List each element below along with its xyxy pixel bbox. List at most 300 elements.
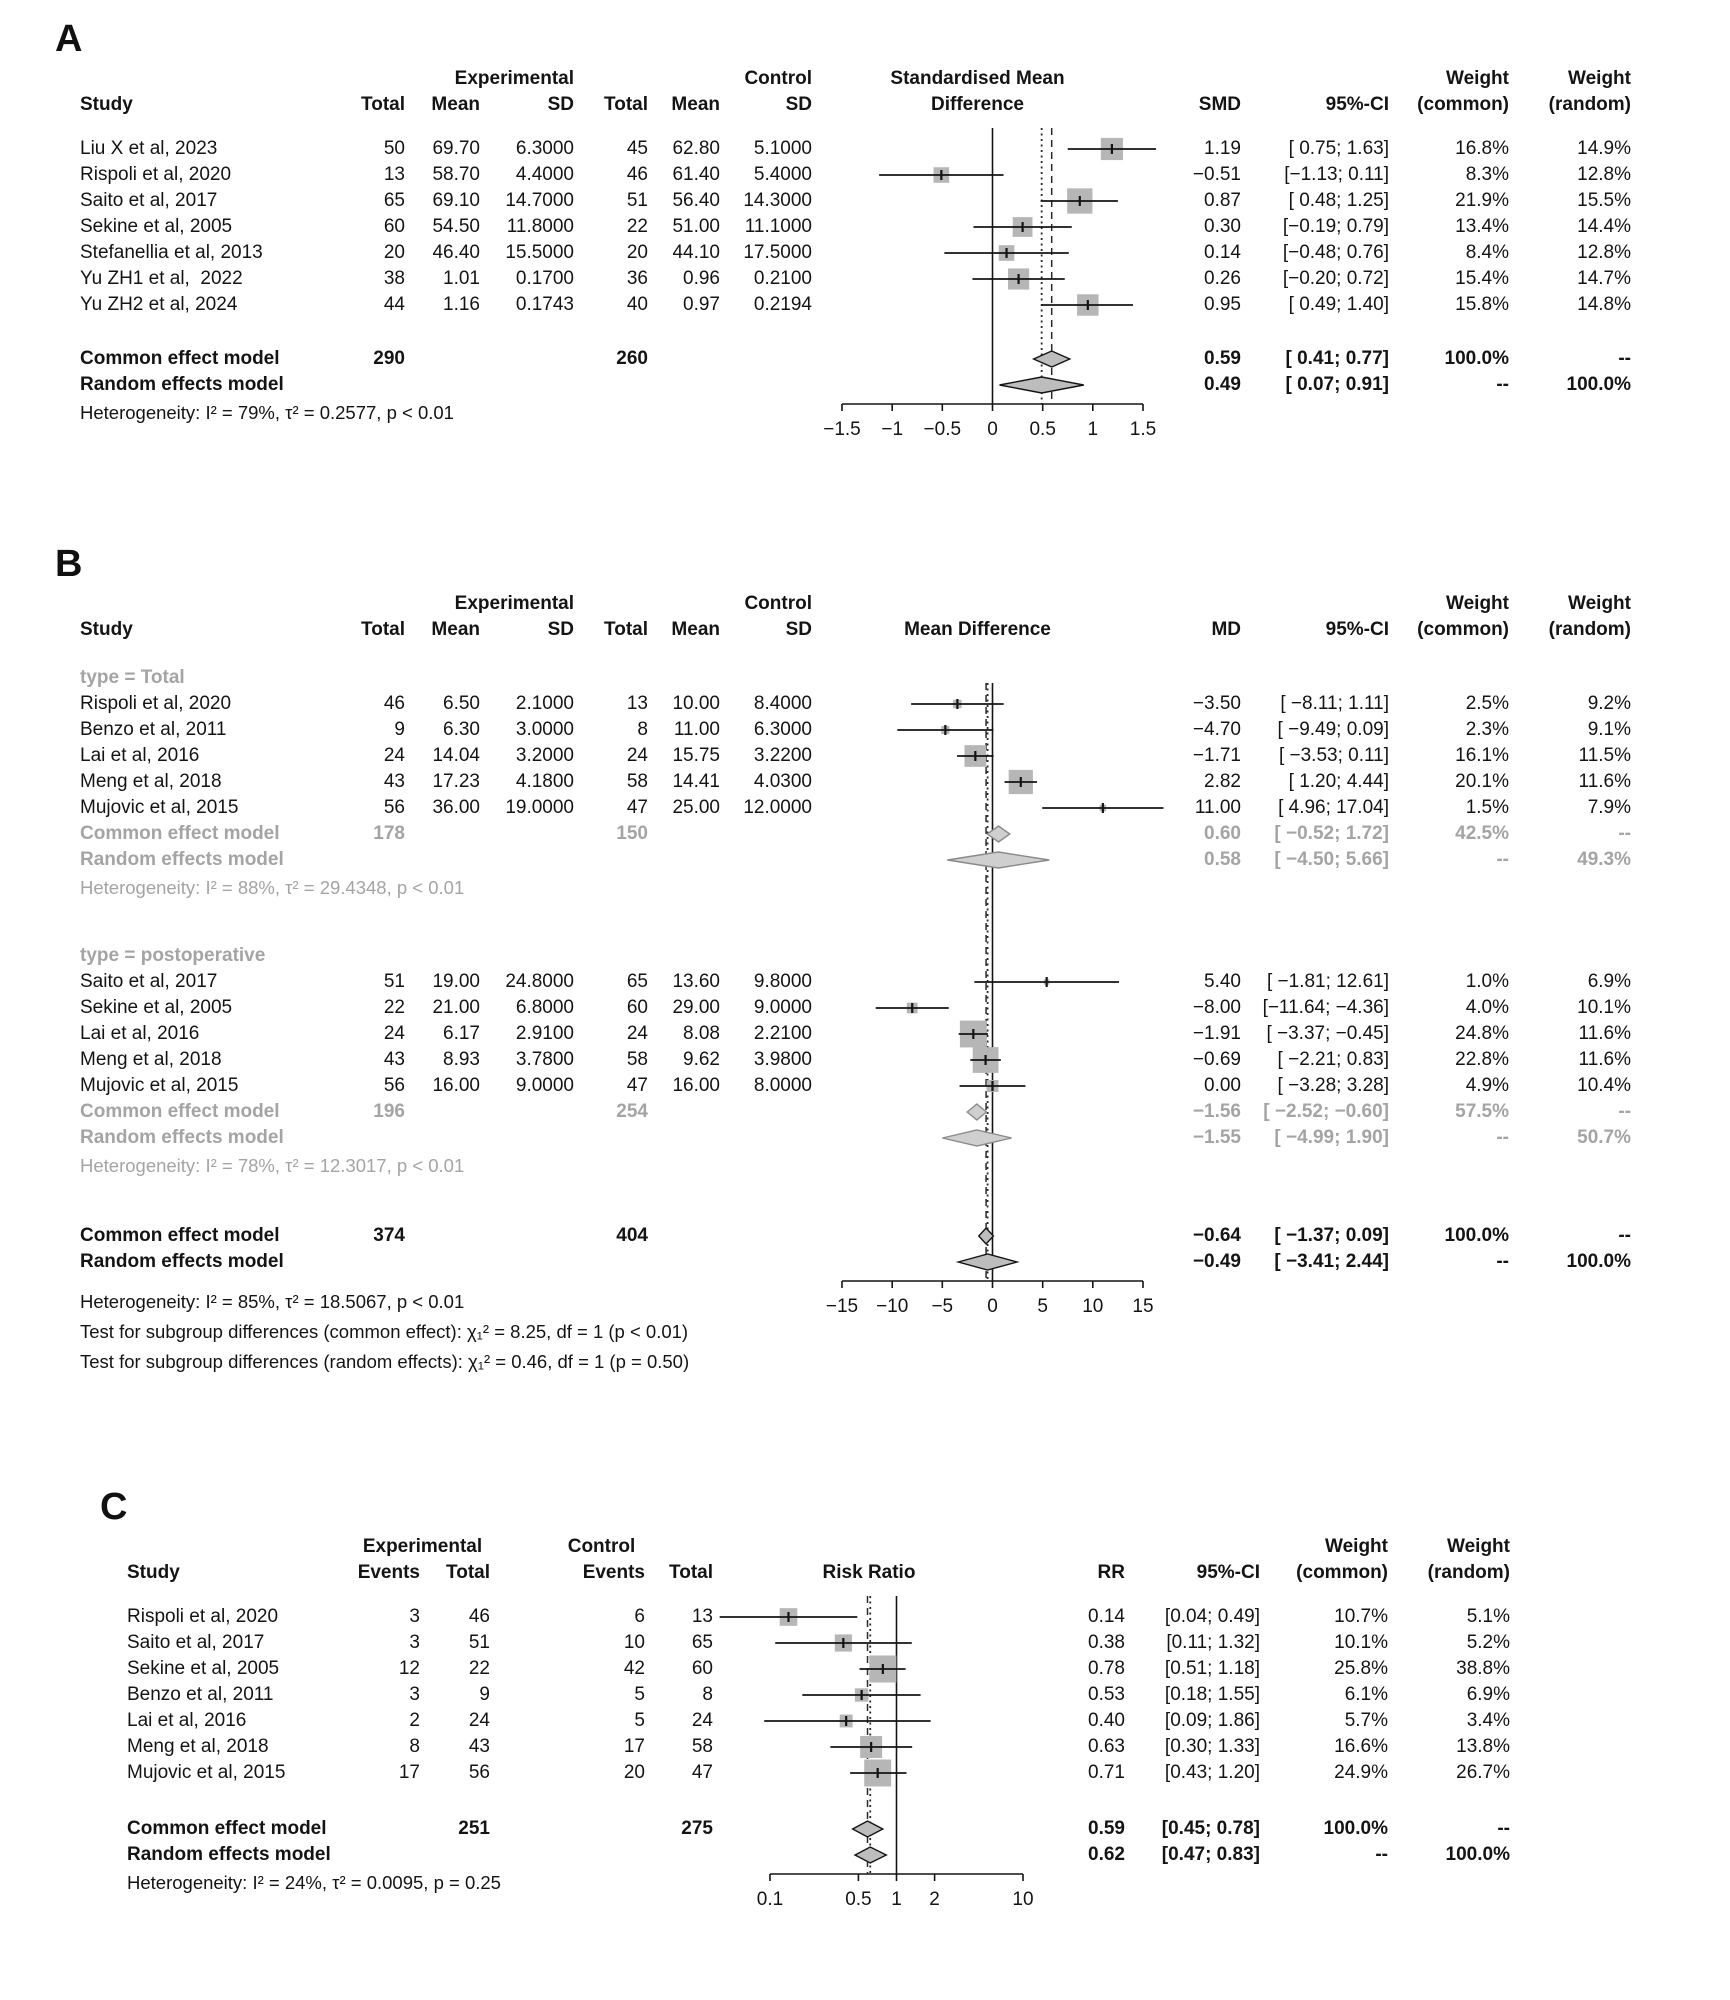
confidence-interval: [ −2.21; 0.83] <box>1277 1049 1389 1070</box>
count-cell: 43 <box>468 1736 490 1757</box>
count-cell: 43 <box>383 1049 405 1070</box>
count-cell: 24 <box>383 1023 405 1044</box>
effect-estimate: 0.26 <box>1204 268 1241 289</box>
weight-random: 10.4% <box>1577 1075 1631 1096</box>
weight-random: -- <box>1618 1225 1631 1246</box>
spacer <box>0 1898 1730 1942</box>
subgroup-label: type = postoperative <box>80 945 266 966</box>
count-cell: 38 <box>383 268 405 289</box>
study-row <box>80 136 1730 162</box>
col-header-mean: Mean <box>671 619 720 640</box>
study-row <box>80 214 1730 240</box>
count-cell: 5 <box>634 1710 645 1731</box>
count-cell: 40 <box>626 294 648 315</box>
study-row <box>80 743 1730 769</box>
axis-tick-label: 0.5 <box>1029 419 1056 440</box>
col-header-study: Study <box>127 1562 180 1583</box>
col-header-total: Total <box>446 1562 490 1583</box>
weight-common: 8.4% <box>1465 242 1509 263</box>
h2-row <box>127 1560 1730 1586</box>
spacer <box>0 118 1730 136</box>
axis-tick-label: 2 <box>929 1889 940 1910</box>
count-cell: 1.16 <box>443 294 480 315</box>
count-cell: 3.7800 <box>515 1049 574 1070</box>
effect-estimate: 5.40 <box>1204 971 1241 992</box>
study-label: Random effects model <box>80 849 284 870</box>
weight-random: 11.6% <box>1578 1049 1631 1070</box>
study-label: Common effect model <box>80 823 280 844</box>
count-cell: 24 <box>626 1023 648 1044</box>
col-header-weight-random: (random) <box>1548 619 1631 640</box>
effect-estimate: 0.14 <box>1204 242 1241 263</box>
axis-tick-label: −1.5 <box>823 419 861 440</box>
summary-row <box>80 1249 1730 1275</box>
study-label: Benzo et al, 2011 <box>127 1684 274 1705</box>
count-cell: 14.3000 <box>743 190 812 211</box>
confidence-interval: [ −9.49; 0.09] <box>1277 719 1389 740</box>
spacer <box>0 1586 1730 1604</box>
weight-common: -- <box>1496 1251 1509 1272</box>
count-cell: 29.00 <box>672 997 720 1018</box>
count-cell: 24 <box>626 745 648 766</box>
axis-tick-label: −10 <box>876 1296 909 1317</box>
count-cell: 2.9100 <box>515 1023 574 1044</box>
confidence-interval: [ −2.52; −0.60] <box>1263 1101 1389 1122</box>
count-cell: 8 <box>637 719 648 740</box>
confidence-interval: [0.30; 1.33] <box>1164 1736 1260 1757</box>
count-cell: 0.97 <box>683 294 720 315</box>
weight-random: 14.7% <box>1577 268 1631 289</box>
effect-estimate: 0.58 <box>1204 849 1241 870</box>
count-cell: 1.01 <box>443 268 480 289</box>
effect-estimate: −4.70 <box>1192 719 1241 740</box>
weight-random: 26.7% <box>1456 1762 1510 1783</box>
count-cell: 69.10 <box>432 190 480 211</box>
study-label: Common effect model <box>127 1818 327 1839</box>
confidence-interval: [ 0.41; 0.77] <box>1285 348 1389 369</box>
study-row <box>127 1734 1730 1760</box>
count-cell: 11.1000 <box>744 216 812 237</box>
effect-estimate: 0.59 <box>1204 348 1241 369</box>
panel-C <box>0 1488 1730 1942</box>
count-cell: 8 <box>409 1736 420 1757</box>
count-cell: 0.96 <box>683 268 720 289</box>
col-header-weight-random: Weight <box>1447 1536 1510 1557</box>
count-cell: 0.2100 <box>753 268 812 289</box>
weight-common: 15.8% <box>1455 294 1509 315</box>
effect-estimate: 0.62 <box>1088 1844 1125 1865</box>
weight-random: 100.0% <box>1566 1251 1631 1272</box>
heterogeneity-note: Heterogeneity: I² = 78%, τ² = 12.3017, p < 0.01 <box>80 1155 465 1176</box>
count-cell: 19.00 <box>432 971 480 992</box>
summary-row <box>80 1125 1730 1151</box>
weight-random: 38.8% <box>1456 1658 1510 1679</box>
col-header-weight-random: Weight <box>1568 593 1631 614</box>
confidence-interval: [ −1.37; 0.09] <box>1274 1225 1389 1246</box>
count-cell: 17 <box>398 1762 420 1783</box>
count-cell: 69.70 <box>432 138 480 159</box>
col-header-weight-common: Weight <box>1325 1536 1388 1557</box>
count-cell: 65 <box>383 190 405 211</box>
count-cell: 12 <box>398 1658 420 1679</box>
count-cell: 22 <box>383 997 405 1018</box>
study-row <box>80 1021 1730 1047</box>
confidence-interval: [ −8.11; 1.11] <box>1280 693 1389 714</box>
col-header-total: Total <box>604 94 648 115</box>
weight-random: 14.4% <box>1577 216 1631 237</box>
study-label: Yu ZH1 et al, 2022 <box>80 268 243 289</box>
study-label: Common effect model <box>80 1101 280 1122</box>
count-cell: 0.1700 <box>515 268 574 289</box>
effect-estimate: −3.50 <box>1192 693 1241 714</box>
confidence-interval: [ 0.75; 1.63] <box>1288 138 1389 159</box>
count-cell: 3.9800 <box>753 1049 812 1070</box>
study-row <box>127 1604 1730 1630</box>
count-cell: 17.5000 <box>743 242 812 263</box>
weight-common: 24.9% <box>1334 1762 1388 1783</box>
forest-table-A <box>0 66 1730 462</box>
axis-tick-label: 0.5 <box>845 1889 872 1910</box>
study-label: Common effect model <box>80 1225 280 1246</box>
h1-row <box>80 591 1730 617</box>
effect-estimate: 0.40 <box>1088 1710 1125 1731</box>
effect-estimate: 0.30 <box>1204 216 1241 237</box>
effect-estimate: 0.63 <box>1088 1736 1125 1757</box>
count-cell: 9.62 <box>683 1049 720 1070</box>
confidence-interval: [0.45; 0.78] <box>1161 1818 1260 1839</box>
col-header-experimental: Experimental <box>454 68 574 89</box>
sublabel-row <box>80 943 1730 969</box>
weight-random: 10.1% <box>1577 997 1631 1018</box>
study-row <box>80 162 1730 188</box>
count-cell: 42 <box>623 1658 645 1679</box>
count-cell: 17 <box>623 1736 645 1757</box>
weight-random: 100.0% <box>1566 374 1631 395</box>
col-header-total: Total <box>361 619 405 640</box>
confidence-interval: [0.43; 1.20] <box>1164 1762 1260 1783</box>
col-header-weight-common: (common) <box>1417 94 1509 115</box>
col-header-effect: RR <box>1097 1562 1125 1583</box>
weight-common: 1.0% <box>1465 971 1509 992</box>
count-cell: 58 <box>626 771 648 792</box>
count-cell: 14.7000 <box>505 190 574 211</box>
count-cell: 8.4000 <box>753 693 812 714</box>
col-header-weight-random: Weight <box>1568 68 1631 89</box>
spacer <box>0 643 1730 665</box>
study-label: Liu X et al, 2023 <box>80 138 218 159</box>
col-header-weight-random: (random) <box>1548 94 1631 115</box>
count-cell: 21.00 <box>432 997 480 1018</box>
weight-common: 4.9% <box>1465 1075 1509 1096</box>
count-cell: 3.2200 <box>753 745 812 766</box>
count-cell: 6.17 <box>443 1023 480 1044</box>
weight-random: -- <box>1618 348 1631 369</box>
weight-common: 4.0% <box>1465 997 1509 1018</box>
col-header-sd: SD <box>547 619 574 640</box>
count-cell: 10 <box>623 1632 645 1653</box>
confidence-interval: [0.04; 0.49] <box>1164 1606 1260 1627</box>
count-cell: 15.5000 <box>505 242 574 263</box>
summary-row <box>127 1842 1730 1868</box>
count-cell: 22 <box>468 1658 490 1679</box>
panel-B <box>0 545 1730 1377</box>
weight-common: 16.1% <box>1455 745 1509 766</box>
count-cell: 178 <box>373 823 405 844</box>
weight-random: 5.1% <box>1466 1606 1510 1627</box>
weight-random: -- <box>1618 823 1631 844</box>
spacer <box>0 1181 1730 1223</box>
study-label: Meng et al, 2018 <box>80 771 222 792</box>
axis-tick-label: −15 <box>825 1296 859 1317</box>
count-cell: 3 <box>409 1684 420 1705</box>
confidence-interval: [ 0.07; 0.91] <box>1285 374 1389 395</box>
count-cell: 6.8000 <box>515 997 574 1018</box>
study-row <box>80 266 1730 292</box>
col-header-events: Events <box>357 1562 420 1583</box>
count-cell: 374 <box>373 1225 405 1246</box>
count-cell: 8.08 <box>683 1023 720 1044</box>
col-header-total: Total <box>604 619 648 640</box>
effect-estimate: 0.59 <box>1088 1818 1125 1839</box>
h2-row <box>80 92 1730 118</box>
weight-random: 9.2% <box>1587 693 1631 714</box>
weight-common: 42.5% <box>1455 823 1509 844</box>
col-header-experimental: Experimental <box>454 593 574 614</box>
count-cell: 45 <box>626 138 648 159</box>
weight-random: 7.9% <box>1587 797 1631 818</box>
weight-random: 5.2% <box>1466 1632 1510 1653</box>
count-cell: 56 <box>468 1762 490 1783</box>
count-cell: 16.00 <box>432 1075 480 1096</box>
weight-common: 10.7% <box>1334 1606 1388 1627</box>
count-cell: 0.1743 <box>515 294 574 315</box>
weight-common: 20.1% <box>1455 771 1509 792</box>
count-cell: 65 <box>626 971 648 992</box>
weight-common: 100.0% <box>1444 1225 1509 1246</box>
study-row <box>80 769 1730 795</box>
weight-common: 15.4% <box>1455 268 1509 289</box>
count-cell: 65 <box>691 1632 713 1653</box>
col-header-ci: 95%-CI <box>1196 1562 1260 1583</box>
study-row <box>80 240 1730 266</box>
effect-header: Mean Difference <box>904 619 1051 640</box>
effect-estimate: 0.53 <box>1088 1684 1125 1705</box>
weight-common: -- <box>1496 849 1509 870</box>
count-cell: 47 <box>626 1075 648 1096</box>
spacer <box>0 1786 1730 1816</box>
summary-row <box>80 821 1730 847</box>
axis-tick-label: 1 <box>891 1889 902 1910</box>
col-header-study: Study <box>80 94 133 115</box>
count-cell: 9.0000 <box>753 997 812 1018</box>
weight-common: 1.5% <box>1465 797 1509 818</box>
count-cell: 6.50 <box>443 693 480 714</box>
heterogeneity-note: Heterogeneity: I² = 85%, τ² = 18.5067, p < 0.01 <box>80 1291 465 1312</box>
study-label: Yu ZH2 et al, 2024 <box>80 294 238 315</box>
axis-tick-label: 0 <box>987 1296 998 1317</box>
spacer <box>0 428 1730 462</box>
study-label: Rispoli et al, 2020 <box>127 1606 279 1627</box>
col-header-total: Total <box>361 94 405 115</box>
count-cell: 5.4000 <box>753 164 812 185</box>
axis-tick-label: 1.5 <box>1129 419 1157 440</box>
count-cell: 14.41 <box>672 771 720 792</box>
summary-row <box>80 1099 1730 1125</box>
count-cell: 0.2194 <box>753 294 812 315</box>
col-header-effect: SMD <box>1198 94 1241 115</box>
study-label: Common effect model <box>80 348 280 369</box>
count-cell: 11.00 <box>673 719 720 740</box>
weight-common: 13.4% <box>1455 216 1509 237</box>
study-row <box>80 292 1730 318</box>
weight-random: 100.0% <box>1445 1844 1510 1865</box>
axis-tick-label: 1 <box>1087 419 1099 440</box>
effect-estimate: 0.95 <box>1204 294 1241 315</box>
count-cell: 2.2100 <box>753 1023 812 1044</box>
col-header-weight-random: (random) <box>1427 1562 1510 1583</box>
weight-random: 12.8% <box>1577 164 1631 185</box>
het-row <box>80 1151 1730 1181</box>
count-cell: 275 <box>681 1818 713 1839</box>
study-label: Random effects model <box>127 1844 331 1865</box>
summary-row <box>80 1223 1730 1249</box>
axis-tick-label: 10 <box>1082 1296 1104 1317</box>
study-label: Random effects model <box>80 1127 284 1148</box>
count-cell: 44 <box>383 294 405 315</box>
count-cell: 43 <box>383 771 405 792</box>
weight-random: 6.9% <box>1587 971 1631 992</box>
count-cell: 46.40 <box>432 242 480 263</box>
col-header-effect: MD <box>1211 619 1241 640</box>
effect-estimate: −1.55 <box>1192 1127 1241 1148</box>
count-cell: 5 <box>634 1684 645 1705</box>
count-cell: 13 <box>691 1606 713 1627</box>
weight-common: 16.8% <box>1455 138 1509 159</box>
weight-random: -- <box>1618 1101 1631 1122</box>
count-cell: 61.40 <box>672 164 720 185</box>
h1-row <box>80 66 1730 92</box>
axis-tick-label: 10 <box>1012 1889 1034 1910</box>
count-cell: 3 <box>409 1632 420 1653</box>
count-cell: 58.70 <box>432 164 480 185</box>
study-label: Lai et al, 2016 <box>80 1023 200 1044</box>
effect-estimate: 0.38 <box>1088 1632 1125 1653</box>
panel-label: B <box>55 543 83 585</box>
study-label: Saito et al, 2017 <box>127 1632 265 1653</box>
col-header-ci: 95%-CI <box>1325 619 1389 640</box>
test-row <box>80 1347 1730 1377</box>
spacer <box>0 1275 1730 1287</box>
count-cell: 6.3000 <box>515 138 574 159</box>
effect-estimate: −1.71 <box>1192 745 1241 766</box>
count-cell: 3.0000 <box>515 719 574 740</box>
count-cell: 8.0000 <box>753 1075 812 1096</box>
effect-estimate: −0.49 <box>1192 1251 1241 1272</box>
effect-estimate: 0.78 <box>1088 1658 1125 1679</box>
count-cell: 15.75 <box>672 745 720 766</box>
count-cell: 4.4000 <box>515 164 574 185</box>
count-cell: 8.93 <box>443 1049 480 1070</box>
study-row <box>80 691 1730 717</box>
col-header-mean: Mean <box>431 94 480 115</box>
count-cell: 60 <box>383 216 405 237</box>
count-cell: 62.80 <box>672 138 720 159</box>
count-cell: 6.30 <box>443 719 480 740</box>
count-cell: 46 <box>468 1606 490 1627</box>
count-cell: 50 <box>383 138 405 159</box>
effect-header: Difference <box>931 94 1024 115</box>
count-cell: 54.50 <box>432 216 480 237</box>
count-cell: 25.00 <box>672 797 720 818</box>
weight-random: 13.8% <box>1456 1736 1510 1757</box>
confidence-interval: [ −1.81; 12.61] <box>1266 971 1389 992</box>
count-cell: 9.8000 <box>753 971 812 992</box>
weight-random: 50.7% <box>1577 1127 1631 1148</box>
study-label: Meng et al, 2018 <box>127 1736 269 1757</box>
study-label: Saito et al, 2017 <box>80 190 218 211</box>
col-header-weight-common: Weight <box>1446 68 1509 89</box>
study-label: Sekine et al, 2005 <box>127 1658 280 1679</box>
col-header-control: Control <box>567 1536 636 1557</box>
confidence-interval: [−0.19; 0.79] <box>1282 216 1389 237</box>
study-label: Sekine et al, 2005 <box>80 216 233 237</box>
het-row <box>80 398 1730 428</box>
effect-estimate: −0.51 <box>1192 164 1241 185</box>
col-header-weight-common: Weight <box>1446 593 1509 614</box>
count-cell: 2.1000 <box>515 693 574 714</box>
count-cell: 24 <box>691 1710 713 1731</box>
sublabel-row <box>80 665 1730 691</box>
confidence-interval: [0.47; 0.83] <box>1161 1844 1260 1865</box>
study-row <box>127 1760 1730 1786</box>
count-cell: 17.23 <box>432 771 480 792</box>
study-label: Mujovic et al, 2015 <box>127 1762 286 1783</box>
study-label: Rispoli et al, 2020 <box>80 164 232 185</box>
count-cell: 51.00 <box>672 216 720 237</box>
confidence-interval: [ 4.96; 17.04] <box>1278 797 1389 818</box>
count-cell: 20 <box>623 1762 645 1783</box>
confidence-interval: [ −4.99; 1.90] <box>1274 1127 1389 1148</box>
col-header-sd: SD <box>785 619 812 640</box>
count-cell: 60 <box>691 1658 713 1679</box>
study-row <box>80 1047 1730 1073</box>
count-cell: 56 <box>383 797 405 818</box>
weight-common: 100.0% <box>1323 1818 1388 1839</box>
weight-random: 6.9% <box>1466 1684 1510 1705</box>
col-header-experimental: Experimental <box>362 1536 483 1557</box>
confidence-interval: [0.51; 1.18] <box>1164 1658 1260 1679</box>
summary-row <box>80 346 1730 372</box>
count-cell: 3 <box>409 1606 420 1627</box>
subgroup-test-note: Test for subgroup differences (random effects): χ₁² = 0.46, df = 1 (p = 0.50) <box>80 1351 690 1372</box>
count-cell: 13 <box>626 693 648 714</box>
count-cell: 47 <box>626 797 648 818</box>
effect-estimate: 0.49 <box>1204 374 1241 395</box>
col-header-weight-common: (common) <box>1296 1562 1388 1583</box>
confidence-interval: [0.11; 1.32] <box>1166 1632 1260 1653</box>
confidence-interval: [−0.48; 0.76] <box>1282 242 1389 263</box>
summary-row <box>80 847 1730 873</box>
study-row <box>127 1708 1730 1734</box>
count-cell: 14.04 <box>432 745 480 766</box>
weight-random: 11.6% <box>1578 1023 1631 1044</box>
h1-row <box>127 1534 1730 1560</box>
study-label: Random effects model <box>80 1251 284 1272</box>
count-cell: 290 <box>373 348 405 369</box>
het-row <box>80 873 1730 903</box>
effect-estimate: 0.60 <box>1204 823 1241 844</box>
count-cell: 24 <box>383 745 405 766</box>
